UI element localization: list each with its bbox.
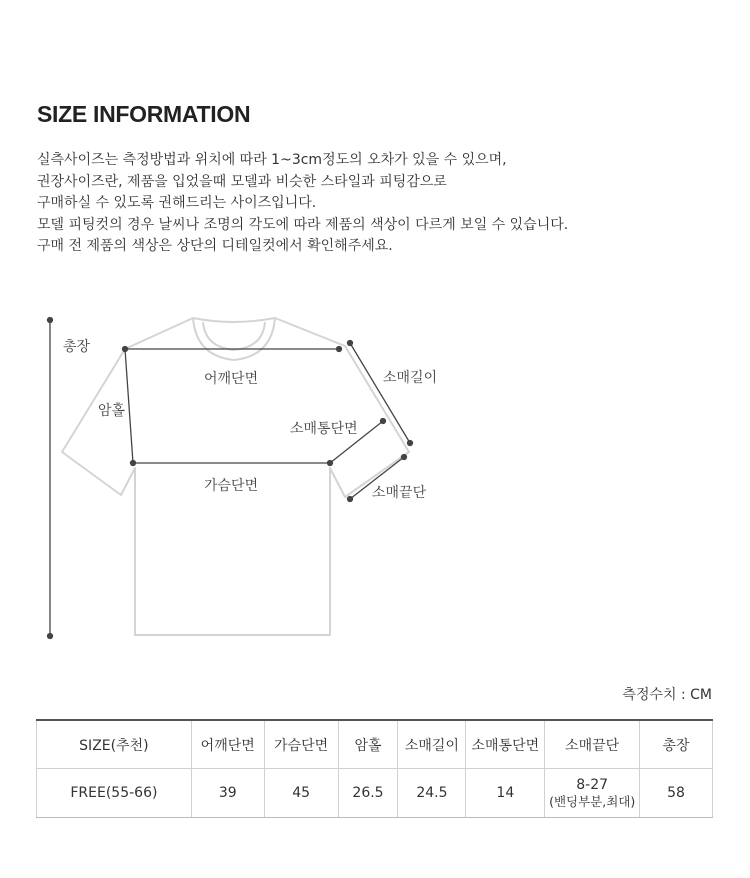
description-line: 구매하실 수 있도록 권해드리는 사이즈입니다. bbox=[37, 195, 317, 211]
header-cell: 소매끝단 bbox=[545, 720, 640, 769]
shoulder-cell: 39 bbox=[191, 769, 264, 818]
header-cell: 어깨단면 bbox=[191, 720, 264, 769]
description-line: 구매 전 제품의 색상은 상단의 디테일컷에서 확인해주세요. bbox=[37, 238, 393, 254]
tshirt-measurement-diagram bbox=[0, 300, 750, 650]
header-cell: SIZE(추천) bbox=[37, 720, 192, 769]
sleeve-hem-note: (밴딩부분,최대) bbox=[549, 793, 636, 809]
size-table bbox=[36, 719, 713, 818]
header-cell: 가슴단면 bbox=[264, 720, 338, 769]
table-row bbox=[37, 769, 713, 818]
length-label: 총장 bbox=[63, 339, 91, 355]
size-description bbox=[37, 150, 568, 258]
sleeve-hem-value: 8-27 bbox=[576, 776, 609, 793]
size-cell: FREE(55-66) bbox=[37, 769, 192, 818]
header-cell: 소매길이 bbox=[398, 720, 466, 769]
chest-cell: 45 bbox=[264, 769, 338, 818]
sleeve-length-cell: 24.5 bbox=[398, 769, 466, 818]
tshirt-outline bbox=[62, 318, 409, 635]
header-cell: 소매통단면 bbox=[466, 720, 545, 769]
chest-label: 가슴단면 bbox=[204, 478, 259, 494]
shoulder-label: 어깨단면 bbox=[204, 371, 259, 387]
table-header-row bbox=[37, 720, 713, 769]
header-cell: 암홀 bbox=[338, 720, 398, 769]
armhole-cell: 26.5 bbox=[338, 769, 398, 818]
length-cell: 58 bbox=[640, 769, 713, 818]
description-line: 실측사이즈는 측정방법과 위치에 따라 1~3cm정도의 오차가 있을 수 있으며, bbox=[37, 152, 507, 168]
unit-note: 측정수치 : CM bbox=[622, 687, 712, 703]
sleeve-hem-label: 소매끝단 bbox=[372, 485, 427, 501]
sleeve-width-cell: 14 bbox=[466, 769, 545, 818]
section-title: SIZE INFORMATION bbox=[37, 101, 251, 127]
armhole-label: 암홀 bbox=[98, 403, 126, 419]
description-line: 권장사이즈란, 제품을 입었을때 모델과 비슷한 스타일과 피팅감으로 bbox=[37, 173, 447, 190]
sleeve-width-label: 소매통단면 bbox=[290, 421, 358, 437]
header-cell: 총장 bbox=[640, 720, 713, 769]
sleeve-hem-cell bbox=[545, 769, 640, 818]
description-line: 모델 피팅컷의 경우 날씨나 조명의 각도에 따라 제품의 색상이 다르게 보일 수 있습니다. bbox=[37, 216, 569, 233]
sleeve-length-label: 소매길이 bbox=[383, 370, 438, 386]
